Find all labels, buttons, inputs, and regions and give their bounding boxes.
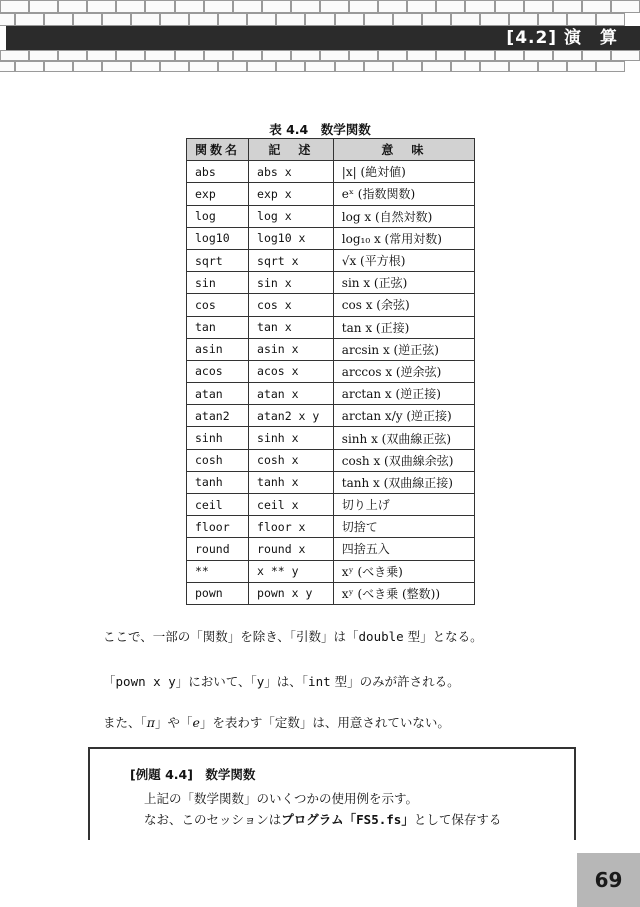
p3-e: e	[192, 715, 200, 730]
function-name-cell: atan2	[187, 405, 249, 427]
header-grid-bottom	[0, 50, 640, 72]
header-grid-top	[0, 0, 640, 26]
header-grid-cell	[538, 13, 567, 26]
function-syntax-cell: log10 x	[249, 227, 334, 249]
p1-text-b: 型」となる。	[403, 629, 483, 644]
function-meaning-cell: |x| (絶対値)	[333, 161, 474, 183]
header-grid-cell	[393, 61, 422, 72]
header-grid-cell	[44, 61, 73, 72]
table-row	[187, 183, 475, 205]
header-grid-cell	[509, 61, 538, 72]
function-syntax-cell: floor x	[249, 516, 334, 538]
page-number: 69	[594, 868, 623, 892]
example-line-2	[144, 810, 501, 828]
header-grid-cell	[407, 0, 436, 13]
function-meaning-cell: sin x (正弦)	[333, 272, 474, 294]
table-header-row	[187, 139, 475, 161]
function-name-cell: pown	[187, 582, 249, 604]
header-grid-cell	[218, 13, 247, 26]
function-syntax-cell: cosh x	[249, 449, 334, 471]
header-grid-cell	[291, 0, 320, 13]
header-grid-cell	[233, 50, 262, 61]
header-grid-cell	[233, 0, 262, 13]
header-grid-cell	[320, 0, 349, 13]
function-meaning-cell: xʸ (べき乗 (整数))	[333, 582, 474, 604]
paragraph-pown-int	[103, 672, 460, 690]
header-grid-cell	[175, 50, 204, 61]
header-grid-cell	[218, 61, 247, 72]
function-syntax-cell: exp x	[249, 183, 334, 205]
header-grid-cell	[567, 13, 596, 26]
header-grid-cell	[596, 61, 625, 72]
function-meaning-cell: arccos x (逆余弦)	[333, 360, 474, 382]
column-header-name: 関数名	[187, 139, 249, 161]
header-grid-cell	[204, 0, 233, 13]
section-title: [4.2] 演 算	[506, 28, 618, 48]
function-name-cell: round	[187, 538, 249, 560]
header-grid-cell	[102, 61, 131, 72]
header-grid-cell	[102, 13, 131, 26]
header-grid-cell	[145, 50, 174, 61]
header-grid-cell	[262, 50, 291, 61]
example-line-2-code: FS5.fs	[356, 812, 402, 827]
function-name-cell: cos	[187, 294, 249, 316]
header-grid-cell	[422, 61, 451, 72]
header-grid-cell	[58, 50, 87, 61]
function-syntax-cell: asin x	[249, 338, 334, 360]
function-meaning-cell: log₁₀ x (常用対数)	[333, 227, 474, 249]
function-syntax-cell: acos x	[249, 360, 334, 382]
header-grid-cell	[0, 61, 15, 72]
example-line-2-bold: プログラム「	[281, 812, 357, 827]
function-name-cell: sinh	[187, 427, 249, 449]
header-grid-cell	[58, 0, 87, 13]
example-line-2-bold2: 」	[401, 812, 414, 827]
column-header-meaning: 意 味	[333, 139, 474, 161]
header-grid-cell	[305, 61, 334, 72]
header-grid-cell	[451, 13, 480, 26]
p1-text-a: ここで、一部の「関数」を除き、「引数」は「	[103, 629, 359, 644]
header-grid-cell	[247, 13, 276, 26]
p2-text-a: 「	[103, 674, 116, 689]
function-syntax-cell: pown x y	[249, 582, 334, 604]
header-grid-cell	[29, 0, 58, 13]
header-grid-cell	[393, 13, 422, 26]
function-name-cell: log10	[187, 227, 249, 249]
example-title: [例題 4.4] 数学関数	[130, 767, 256, 782]
header-grid-cell	[0, 50, 29, 61]
math-functions-table	[186, 138, 475, 605]
function-name-cell: acos	[187, 360, 249, 382]
function-name-cell: cosh	[187, 449, 249, 471]
header-grid-cell	[567, 61, 596, 72]
header-grid-cell	[160, 13, 189, 26]
p2-text-c: 」は、「	[264, 674, 309, 689]
table-row	[187, 294, 475, 316]
paragraph-constants	[103, 713, 450, 731]
header-grid-cell	[509, 13, 538, 26]
table-row	[187, 471, 475, 493]
table-row	[187, 360, 475, 382]
function-syntax-cell: atan2 x y	[249, 405, 334, 427]
function-name-cell: sin	[187, 272, 249, 294]
table-row	[187, 272, 475, 294]
header-grid-cell	[15, 13, 44, 26]
table-row	[187, 582, 475, 604]
table-row	[187, 405, 475, 427]
function-name-cell: exp	[187, 183, 249, 205]
header-grid-cell	[0, 0, 29, 13]
header-grid-cell	[276, 13, 305, 26]
example-line-2-a: なお、このセッションは	[144, 812, 282, 827]
header-grid-cell	[131, 13, 160, 26]
example-line-2-b: として保存する	[413, 812, 502, 827]
function-meaning-cell: 切り上げ	[333, 494, 474, 516]
header-grid-cell	[116, 50, 145, 61]
header-grid-cell	[73, 61, 102, 72]
header-grid-cell	[465, 50, 494, 61]
header-grid-cell	[73, 13, 102, 26]
header-grid-cell	[305, 13, 334, 26]
header-grid-cell	[524, 0, 553, 13]
header-grid-cell	[480, 61, 509, 72]
header-grid-cell	[335, 13, 364, 26]
function-name-cell: tanh	[187, 471, 249, 493]
function-syntax-cell: abs x	[249, 161, 334, 183]
table-row	[187, 161, 475, 183]
header-grid-cell	[160, 61, 189, 72]
header-grid-cell	[422, 13, 451, 26]
function-syntax-cell: sinh x	[249, 427, 334, 449]
header-grid-cell	[262, 0, 291, 13]
function-syntax-cell: x ** y	[249, 560, 334, 582]
header-grid-cell	[204, 50, 233, 61]
header-grid-cell	[175, 0, 204, 13]
function-meaning-cell: cos x (余弦)	[333, 294, 474, 316]
header-grid-cell	[611, 0, 640, 13]
table-row	[187, 538, 475, 560]
p2-code-int: int	[308, 674, 331, 689]
header-grid-cell	[436, 0, 465, 13]
function-name-cell: floor	[187, 516, 249, 538]
function-meaning-cell: tan x (正接)	[333, 316, 474, 338]
example-line-1: 上記の「数学関数」のいくつかの使用例を示す。	[144, 791, 419, 806]
header-grid-cell	[116, 0, 145, 13]
header-grid-cell	[495, 0, 524, 13]
header-grid-cell	[349, 50, 378, 61]
p2-code-y: y	[256, 674, 265, 689]
header-grid-cell	[320, 50, 349, 61]
header-grid-cell	[29, 50, 58, 61]
header-grid-cell	[15, 61, 44, 72]
header-grid-cell	[611, 50, 640, 61]
header-grid-cell	[480, 13, 509, 26]
p2-text-d: 型」のみが許される。	[330, 674, 460, 689]
function-syntax-cell: sin x	[249, 272, 334, 294]
header-grid-cell	[582, 50, 611, 61]
paragraph-args-double	[103, 627, 483, 645]
header-grid-cell	[364, 13, 393, 26]
column-header-syntax: 記 述	[249, 139, 334, 161]
p3-pi: π	[146, 715, 155, 730]
function-name-cell: abs	[187, 161, 249, 183]
table-row	[187, 338, 475, 360]
p3-text-c: 」を表わす「定数」は、用意されていない。	[199, 715, 450, 730]
function-syntax-cell: sqrt x	[249, 249, 334, 271]
header-grid-cell	[495, 50, 524, 61]
header-grid-cell	[87, 50, 116, 61]
header-grid-cell	[524, 50, 553, 61]
header-grid-cell	[131, 61, 160, 72]
table-row	[187, 205, 475, 227]
function-meaning-cell: arcsin x (逆正弦)	[333, 338, 474, 360]
table-caption: 表 4.4 数学関数	[269, 122, 371, 137]
function-name-cell: tan	[187, 316, 249, 338]
header-grid-cell	[291, 50, 320, 61]
table-row	[187, 316, 475, 338]
function-name-cell: ceil	[187, 494, 249, 516]
header-grid-cell	[335, 61, 364, 72]
function-meaning-cell: sinh x (双曲線正弦)	[333, 427, 474, 449]
header-grid-cell	[145, 0, 174, 13]
header-grid-cell	[582, 0, 611, 13]
function-meaning-cell: arctan x/y (逆正接)	[333, 405, 474, 427]
function-meaning-cell: √x (平方根)	[333, 249, 474, 271]
table-row	[187, 560, 475, 582]
function-name-cell: asin	[187, 338, 249, 360]
header-grid-cell	[436, 50, 465, 61]
function-name-cell: log	[187, 205, 249, 227]
header-grid-cell	[378, 0, 407, 13]
header-grid-cell	[407, 50, 436, 61]
header-grid-cell	[553, 0, 582, 13]
header-grid-cell	[378, 50, 407, 61]
header-grid-cell	[44, 13, 73, 26]
function-syntax-cell: ceil x	[249, 494, 334, 516]
function-syntax-cell: round x	[249, 538, 334, 560]
function-meaning-cell: log x (自然対数)	[333, 205, 474, 227]
p3-text-b: 」や「	[154, 715, 193, 730]
p3-text-a: また、「	[103, 715, 147, 730]
function-name-cell: sqrt	[187, 249, 249, 271]
header-grid-cell	[189, 13, 218, 26]
function-meaning-cell: arctan x (逆正接)	[333, 383, 474, 405]
function-meaning-cell: xʸ (べき乗)	[333, 560, 474, 582]
function-syntax-cell: log x	[249, 205, 334, 227]
header-grid-cell	[0, 13, 15, 26]
header-grid-cell	[364, 61, 393, 72]
header-grid-cell	[247, 61, 276, 72]
header-grid-cell	[465, 0, 494, 13]
function-name-cell: atan	[187, 383, 249, 405]
p2-text-b: 」において、「	[175, 674, 257, 689]
header-grid-cell	[189, 61, 218, 72]
table-row	[187, 516, 475, 538]
header-grid-cell	[596, 13, 625, 26]
header-grid-cell	[538, 61, 567, 72]
function-meaning-cell: tanh x (双曲線正接)	[333, 471, 474, 493]
table-row	[187, 249, 475, 271]
function-meaning-cell: 四捨五入	[333, 538, 474, 560]
header-grid-cell	[87, 0, 116, 13]
table-row	[187, 383, 475, 405]
function-meaning-cell: eˣ (指数関数)	[333, 183, 474, 205]
p1-code: double	[358, 629, 404, 644]
function-syntax-cell: cos x	[249, 294, 334, 316]
function-meaning-cell: 切捨て	[333, 516, 474, 538]
function-syntax-cell: tan x	[249, 316, 334, 338]
header-grid-cell	[276, 61, 305, 72]
header-grid-cell	[349, 0, 378, 13]
function-syntax-cell: atan x	[249, 383, 334, 405]
table-row	[187, 449, 475, 471]
header-grid-cell	[451, 61, 480, 72]
function-syntax-cell: tanh x	[249, 471, 334, 493]
function-meaning-cell: cosh x (双曲線余弦)	[333, 449, 474, 471]
table-row	[187, 427, 475, 449]
function-name-cell: **	[187, 560, 249, 582]
header-grid-cell	[553, 50, 582, 61]
table-row	[187, 227, 475, 249]
p2-code-pown: pown x y	[115, 674, 176, 689]
table-row	[187, 494, 475, 516]
